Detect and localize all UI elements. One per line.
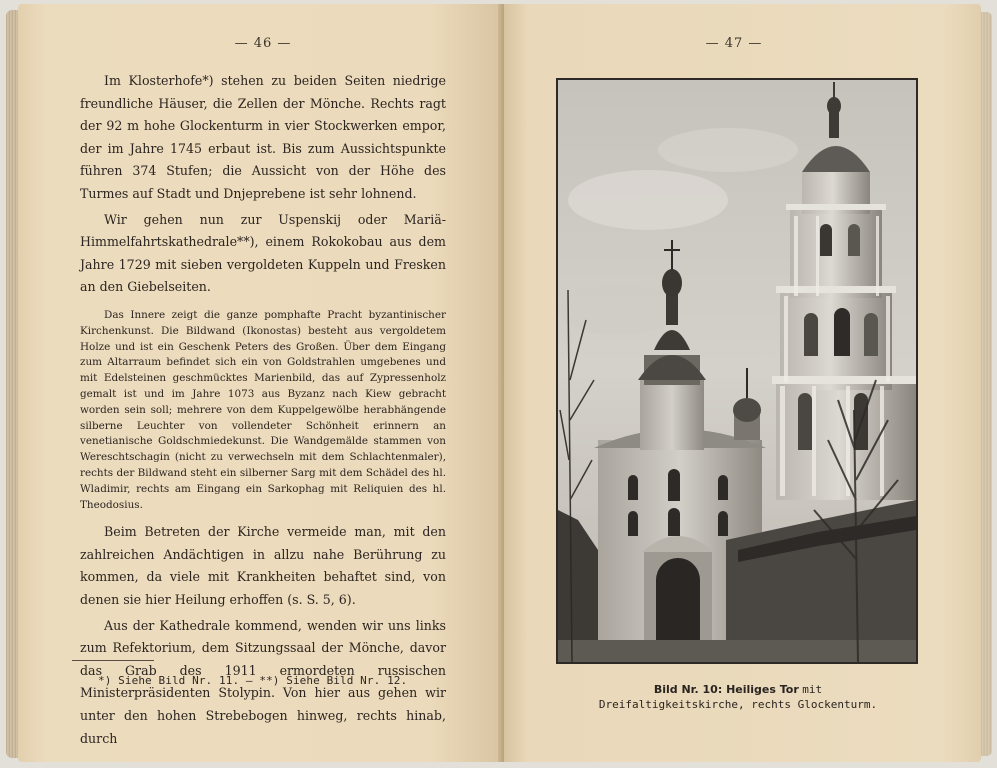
photo-illustration [558,80,916,662]
left-body-text [80,70,446,750]
paragraph-interior-small: Das Innere zeigt die ganze pomphafte Pracht byzantinischer Kirchenkunst. Die Bildwand (Ikonostas) besteht aus vergoldetem Holze und ist ein Geschenk Peters des Großen. Über dem Eingang zum Altarraum befindet sich ein von Goldstrahlen umgebenes und mit Edelsteinen geschmücktes Marienbild, das auf Zypressenholz gemalt ist und im Jahre 1073 aus Byzanz nach Kiew gebracht worden sein soll; mehrere von dem Kuppelgewölbe herabhängende silberne Leuchter von vollendeter Schönheit erinnern an venetianische Goldschmiedekunst. Die Wandgemälde stammen von Wereschtschagin (nicht zu verwechseln mit dem Schlachtenmaler), rechts der Bildwand steht ein silberner Sarg mit dem Schädel des hl. Wladimir, rechts am Eingang ein Sarkophag mit Reliquien des hl. Theodosius. [80,308,446,511]
paragraph-refektorium: Aus der Kathedrale kommend, wenden wir uns links zum Refektorium, dem Sitzungssaal der Mönche, davor das Grab des 1911 ermordeten russischen Ministerpräsidenten Stolypin. Von hier aus gehen wir unter den hohen Strebebogen hinweg, rechts hinab, durch [80,617,446,746]
caption-rest: mit Dreifaltigkeitskirche, rechts Glockenturm. [598,683,878,711]
paragraph-klosterhof: Im Klosterhofe*) stehen zu beiden Seiten niedrige freundliche Häuser, die Zellen der Mönche. Rechts ragt der 92 m hohe Glockenturm in vier Stockwerken empor, der im Jahre 1745 erbaut ist. Bis zum Aussichtspunkte führen 374 Stufen; die Aussicht von der Höhe des Turmes auf Stadt und Dnjeprebene ist sehr lohnend. [80,73,446,201]
footnote-rule [72,660,154,661]
photo-holy-gate [556,78,918,664]
caption-lead: Bild Nr. 10: Heiliges Tor [653,683,799,696]
footnote: *) Siehe Bild Nr. 11. — **) Siehe Bild Nr. 12. [98,674,408,687]
left-page-number: — 46 — [234,36,292,51]
paragraph-betreten: Beim Betreten der Kirche vermeide man, mit den zahlreichen Andächtigen in allzu nahe Berührung zu kommen, da viele mit Krankheiten behaftet sind, von denen sie hier Heilung erhoffen (s. S. 5, 6). [80,524,446,608]
right-page-number: — 47 — [705,36,763,51]
photo-caption [580,682,896,712]
paragraph-uspenskij: Wir gehen nun zur Uspenskij oder Mariä-Himmelfahrtskathedrale**), einem Rokokobau aus dem Jahre 1729 mit sieben vergoldeten Kuppeln und Fresken an den Giebelseiten. [80,211,446,295]
